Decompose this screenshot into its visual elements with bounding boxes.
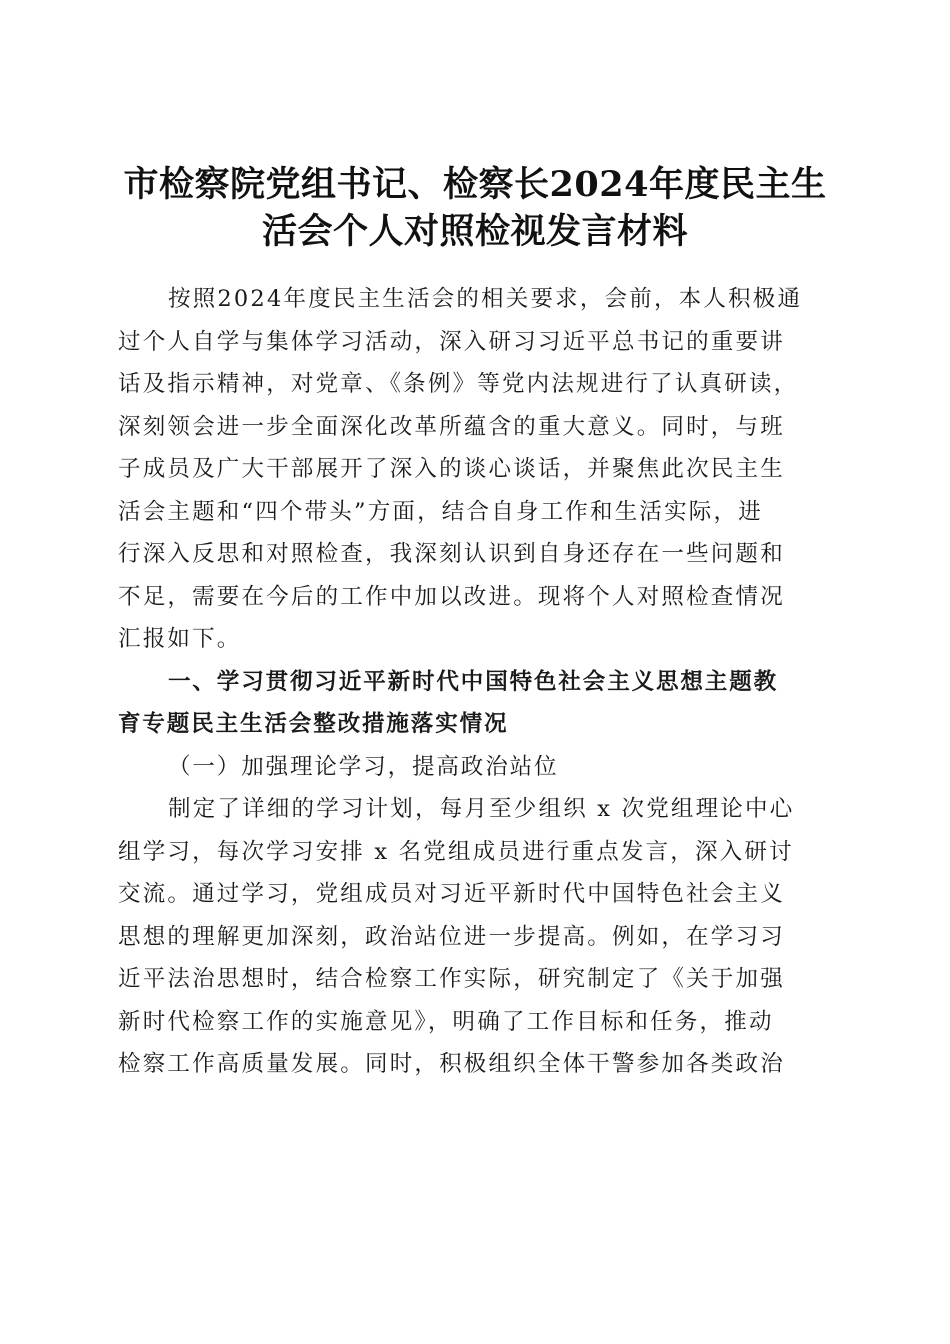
paragraph-line: 制定了详细的学习计划，每月至少组织 x 次党组理论中心 [168, 796, 795, 822]
paragraph-line: 思想的理解更加深刻，政治站位进一步提高。例如，在学习习 [118, 923, 785, 950]
paragraph-line: 检察工作高质量发展。同时，积极组织全体干警参加各类政治 [118, 1051, 785, 1077]
intro-line: 汇报如下。 [118, 626, 242, 652]
subsection-1-heading [118, 746, 830, 789]
document-title [100, 161, 850, 255]
intro-paragraph [118, 278, 830, 661]
intro-line: 子成员及广大干部展开了深入的谈心谈话，并聚焦此次民主生 [118, 456, 785, 482]
title-line-1: 市检察院党组书记、检察长2024年度民主生 [123, 164, 827, 206]
paragraph-line: 近平法治思想时，结合检察工作实际，研究制定了《关于加强 [118, 966, 785, 992]
intro-line: 行深入反思和对照检查，我深刻认识到自身还存在一些问题和 [118, 541, 785, 567]
intro-line: 深刻领会进一步全面深化改革所蕴含的重大意义。同时，与班 [118, 413, 785, 440]
section-1-heading [118, 661, 830, 746]
paragraph-line: 交流。通过学习，党组成员对习近平新时代中国特色社会主义 [118, 881, 785, 907]
intro-line: 不足，需要在今后的工作中加以改进。现将个人对照检查情况 [118, 583, 785, 610]
title-line-2: 活会个人对照检视发言材料 [261, 211, 688, 253]
paragraph-line: 组学习，每次学习安排 x 名党组成员进行重点发言，深入研讨 [118, 838, 794, 865]
intro-line: 按照2024年度民主生活会的相关要求，会前，本人积极通 [168, 286, 803, 312]
document-body [118, 278, 830, 1086]
subsection-heading-line: （一）加强理论学习，提高政治站位 [168, 753, 559, 780]
subsection-1-paragraph [118, 788, 830, 1086]
paragraph-line: 新时代检察工作的实施意见》，明确了工作目标和任务，推动 [118, 1008, 774, 1035]
intro-line: 话及指示精神，对党章、《条例》等党内法规进行了认真研读， [118, 371, 799, 397]
section-heading-line: 一、学习贯彻习近平新时代中国特色社会主义思想主题教 [168, 668, 779, 695]
intro-line: 过个人自学与集体学习活动，深入研习习近平总书记的重要讲 [118, 328, 785, 355]
section-heading-line: 育专题民主生活会整改措施落实情况 [118, 711, 509, 737]
intro-line: 活会主题和“四个带头”方面，结合自身工作和生活实际，进 [118, 498, 763, 525]
